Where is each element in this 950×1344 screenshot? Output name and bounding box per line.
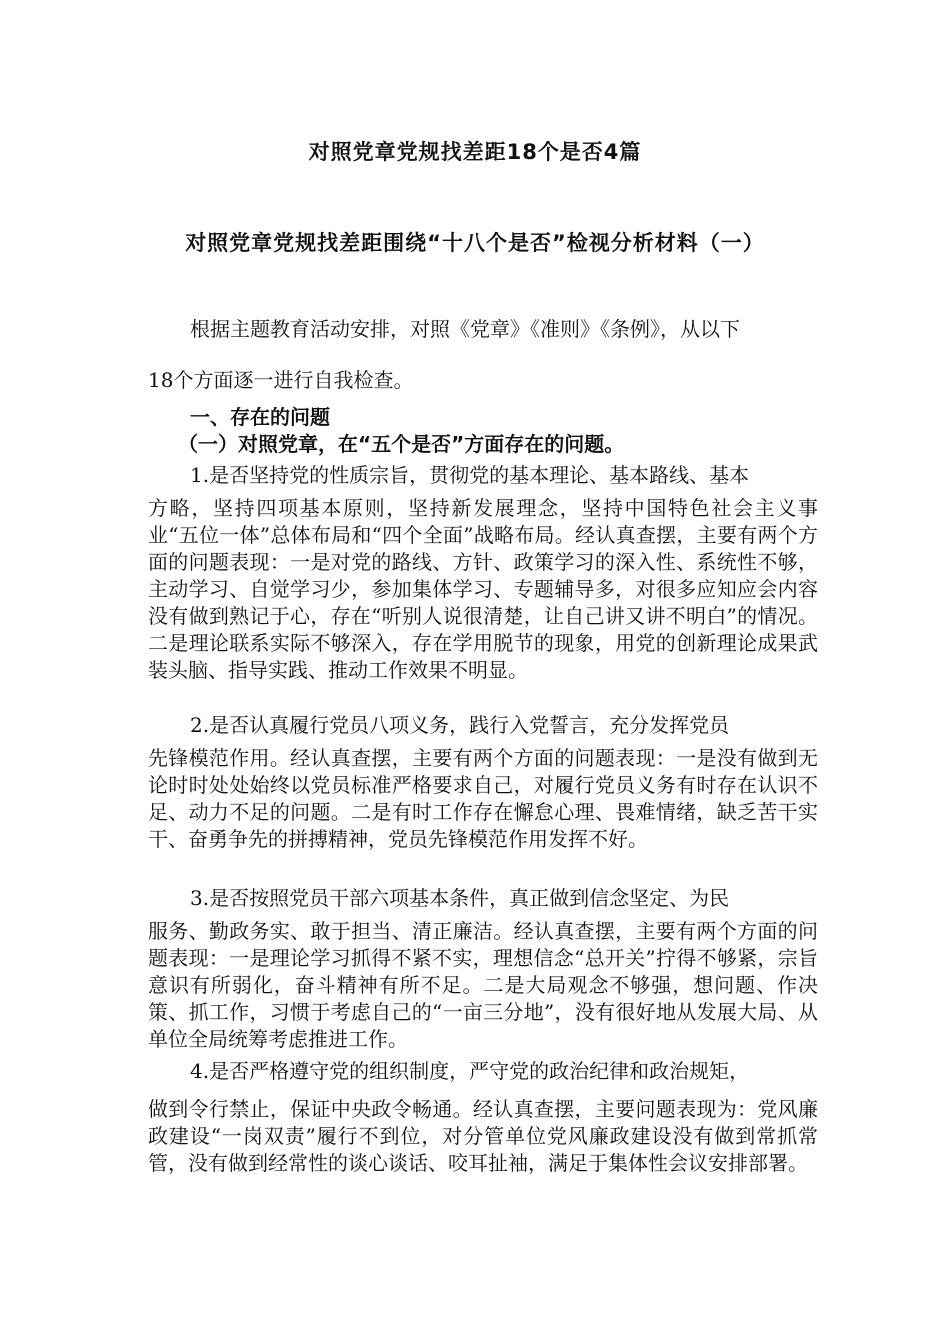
- document-title: 对照党章党规找差距18个是否4篇: [308, 140, 642, 164]
- item-3-body: 服务、勤政务实、敢于担当、清正廉洁。经认真查摆，主要有两个方面的问题表现：一是理论学习抓得不紧不实，理想信念“总开关”拧得不够紧，宗旨意识有所弱化，奋斗精神有所不足。二是大局观念不够强，想问题、作决策、抓工作，习惯于考虑自己的“一亩三分地”，没有很好地从发展大局、从单位全局统筹考虑推进工作。: [148, 919, 818, 1051]
- intro-continuation: 18个方面逐一进行自我检查。: [148, 368, 414, 392]
- item-1-body: 方略，坚持四项基本原则，坚持新发展理念，坚持中国特色社会主义事业“五位一体”总体布局和“四个全面”战略布局。经认真查摆，主要有两个方面的问题表现：一是对党的路线、方针、政策学习的深入性、系统性不够，主动学习、自觉学习少，参加集体学习、专题辅导多，对很多应知应会内容没有做到熟记于心，存在“听别人说很清楚，让自己讲又讲不明白”的情况。二是理论联系实际不够深入，存在学用脱节的现象，用党的创新理论成果武装头脑、指导实践、推动工作效果不明显。: [148, 496, 818, 682]
- item-3-first-line: 3.是否按照党员干部六项基本条件，真正做到信念坚定、为民: [190, 886, 730, 910]
- section-heading-problems: 一、存在的问题: [190, 405, 330, 429]
- item-2-body: 先锋模范作用。经认真查摆，主要有两个方面的问题表现：一是没有做到无论时时处处始终以党员标准严格要求自己，对履行党员义务有时存在认识不足、动力不足的问题。二是有时工作存在懈怠心理、畏难情绪，缺乏苦干实干、奋勇争先的拼搏精神，党员先锋模范作用发挥不好。: [148, 746, 818, 851]
- item-4-body: 做到令行禁止，保证中央政令畅通。经认真查摆，主要问题表现为：党风廉政建设“一岗双责”履行不到位，对分管单位党风廉政建设没有做到常抓常管，没有做到经常性的谈心谈话、咬耳扯袖，满足于集体性会议安排部署。: [148, 1097, 818, 1175]
- intro-first-line: 根据主题教育活动安排，对照《党章》《准则》《条例》，从以下: [190, 317, 740, 341]
- item-4-first-line: 4.是否严格遵守党的组织制度，严守党的政治纪律和政治规矩，: [190, 1059, 750, 1083]
- item-1-first-line: 1.是否坚持党的性质宗旨，贯彻党的基本理论、基本路线、基本: [190, 463, 750, 487]
- material-title: 对照党章党规找差距围绕“十八个是否”检视分析材料（一）: [185, 231, 765, 255]
- subsection-heading-party-constitution: （一）对照党章，在“五个是否”方面存在的问题。: [178, 432, 625, 456]
- item-2-first-line: 2.是否认真履行党员八项义务，践行入党誓言，充分发挥党员: [190, 713, 730, 737]
